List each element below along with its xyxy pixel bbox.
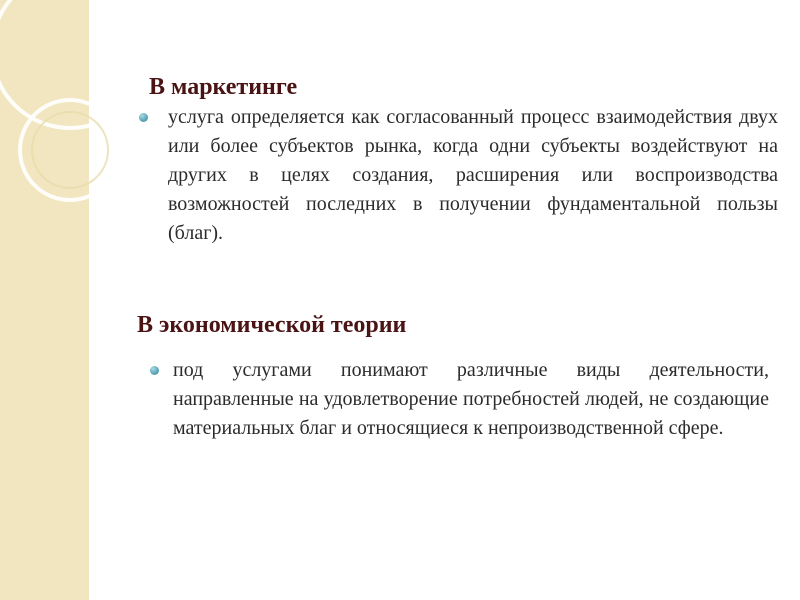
decorative-left-band: [0, 0, 89, 600]
bullet-icon: [139, 113, 148, 122]
paragraph-marketing: услуга определяется как согласованный процесс взаимодействия двух или более субъектов рынка, когда одни субъекты воздействуют на других в целях создания, расширения или воспроизводства возможностей последних в получении фундаментальной пользы (благ).: [168, 106, 778, 244]
paragraph-economics: под услугами понимают различные виды деятельности, направленные на удовлетворение потребностей людей, не создающие материальных благ и относящиеся к непроизводственной сфере.: [173, 359, 769, 439]
heading-economics: В экономической теории: [137, 312, 407, 338]
bullet-icon: [150, 366, 159, 375]
heading-marketing: В маркетинге: [149, 74, 298, 100]
